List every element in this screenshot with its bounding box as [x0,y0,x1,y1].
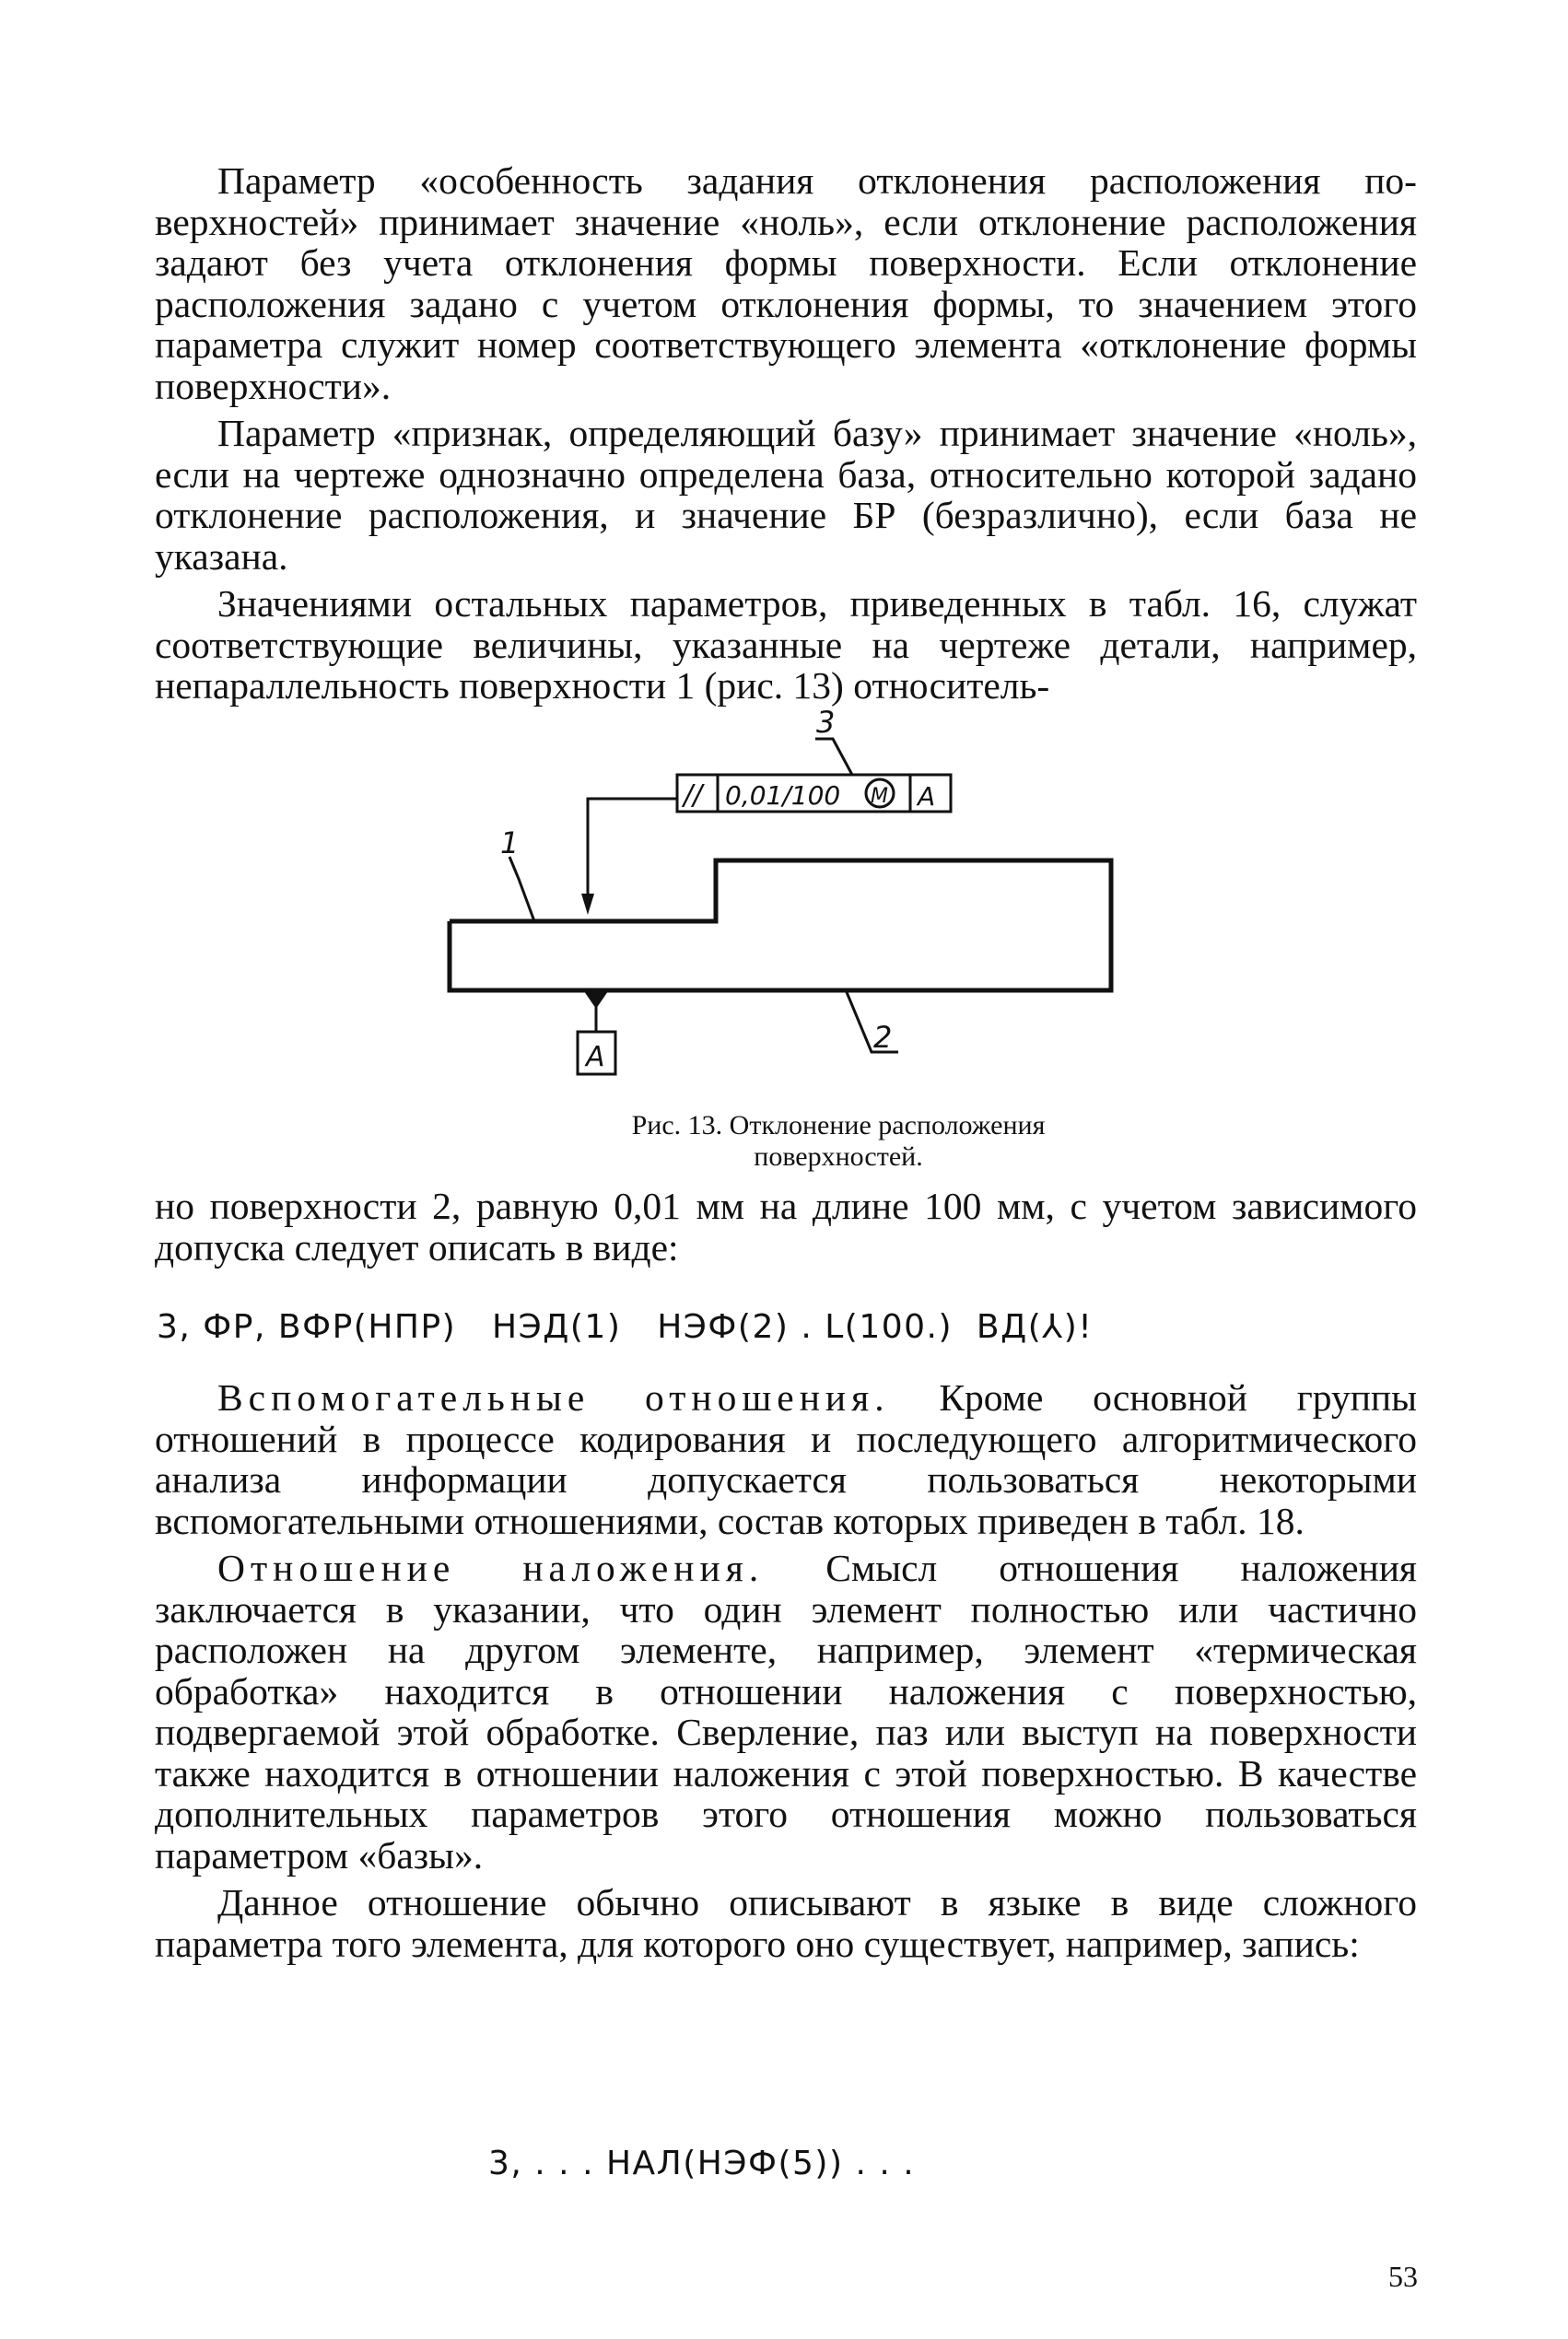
last-paragraph: Данное отношение обычно описывают в языке в виде сложного параметра того элемента, для которого оно существует, например, запись: [155,1881,1417,1965]
label-3: 3 [816,705,836,740]
paragraph-1: Параметр «особенность задания отклонения расположения поверхностей» принимает значение «ноль», если отклонение расположения задают без учета отклонения формы поверхности. Если отклонение расположения задано с учетом отклонения формы, то значением этого параметра служит номер соответствующего элемента «отклонение формы поверхности». [155,159,1417,407]
paragraph-3: Значениями остальных параметров, приведенных в табл. 16, служат соответствующие величины, указанные на чертеже детали, например, непараллельность поверхности 1 (рис. 13) относитель- [155,582,1417,707]
overlay-relation-text: Смысл отношения наложения заключается в указании, что один элемент полностью или частично расположен на другом элементе, например, элемент «термическая обработка» находится в отношении наложения с поверхностью, подвергаемой этой обработке. Сверление, паз или выступ на поверхности также находится в отношении наложения с этой поверхностью. В качестве дополнительных параметров этого отношения можно пользоваться параметром «базы». [155,1547,1418,1877]
part-outline [450,860,1111,990]
aux-relations-heading: Вспомогательные отношения. [217,1376,890,1419]
leader-arrowhead [581,894,594,915]
frame-tolerance-value: 0,01/100 [725,780,841,811]
label-3-leader [815,739,852,775]
caption-line-1: Рис. 13. Отклонение расположения [631,1110,1046,1140]
frame-parallel-symbol: // [684,779,703,812]
code-line-2: 3, . . . НАЛ(НЭФ(5)) . . . [488,2145,916,2182]
datum-triangle [584,991,608,1009]
code-line-1: 3, ФР, ВФР(НПР) НЭД(1) НЭФ(2) . L(100.) ВД(⅄)! [157,1308,1094,1346]
paragraph-2: Параметр «признак, определяющий базу» принимает значение «ноль», если на чертеже однозначно определена база, относительно которой задано отклонение расположения, и значение БР (безразлично), если база не указана. [155,412,1417,578]
text-after-figure [155,1186,1417,1274]
overlay-relation-heading: Отношение наложения. [217,1547,765,1589]
label-1: 1 [500,825,520,860]
aux-relations-text: Кроме основной группы отношений в процессе кодирования и последующего алгоритмического анализа информации допускается пользоваться некоторыми вспомогательными отношениями, состав которых приведен в табл. 18. [155,1376,1417,1542]
overlay-relation-paragraph [155,1548,1417,1876]
frame-datum: A [918,781,936,812]
page-number: 53 [1388,2260,1418,2293]
figure-caption [516,1110,1161,1173]
text-block-bottom [155,1377,1417,1971]
label-1-leader [509,857,534,921]
label-2: 2 [873,1020,893,1055]
paragraph-after-figure: но поверхности 2, равную 0,01 мм на длине 100 мм, с учетом зависимого допуска следует описать в виде: [155,1185,1417,1269]
datum-box-letter: A [586,1041,605,1073]
frame-modifier: M [871,785,888,808]
aux-relations-paragraph [155,1377,1417,1541]
tolerance-leader [588,799,677,907]
caption-line-2: поверхностей. [754,1141,923,1172]
